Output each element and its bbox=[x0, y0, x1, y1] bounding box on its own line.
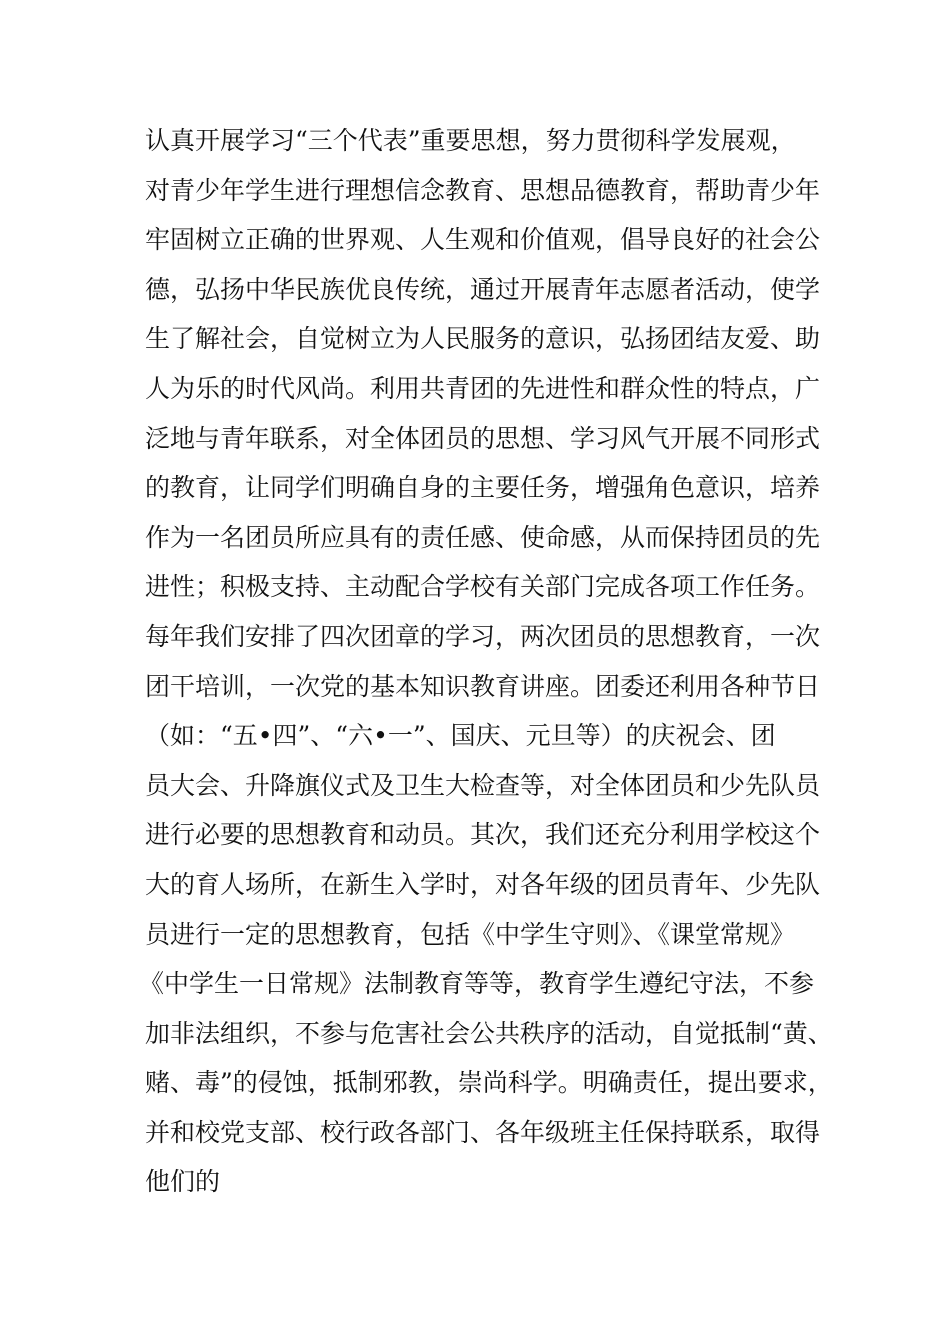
text-line: 每年我们安排了四次团章的学习，两次团员的思想教育，一次 bbox=[145, 621, 821, 651]
text-line: 泛地与青年联系，对全体团员的思想、学习风气开展不同形式 bbox=[145, 423, 821, 453]
text-line: 进行必要的思想教育和动员。其次，我们还充分利用学校这个 bbox=[145, 820, 821, 850]
text-line: 《中学生一日常规》法制教育等等，教育学生遵纪守法，不参 bbox=[139, 969, 815, 999]
body-text bbox=[139, 116, 835, 1207]
text-line: 人为乐的时代风尚。利用共青团的先进性和群众性的特点，广 bbox=[145, 373, 821, 403]
text-line: 对青少年学生进行理想信念教育、思想品德教育，帮助青少年 bbox=[145, 175, 821, 205]
text-line: 团干培训，一次党的基本知识教育讲座。团委还利用各种节日 bbox=[145, 671, 821, 701]
text-line: 员进行一定的思想教育，包括《中学生守则》、《课堂常规》 bbox=[145, 919, 796, 949]
text-line: 进性；积极支持、主动配合学校有关部门完成各项工作任务。 bbox=[145, 572, 821, 602]
text-line: 大的育人场所，在新生入学时，对各年级的团员青年、少先队 bbox=[145, 869, 821, 899]
text-line: 并和校党支部、校行政各部门、各年级班主任保持联系，取得 bbox=[145, 1117, 821, 1147]
text-line: 作为一名团员所应具有的责任感、使命感，从而保持团员的先 bbox=[145, 522, 821, 552]
text-line: 赌、毒”的侵蚀，抵制邪教，崇尚科学。明确责任，提出要求， bbox=[145, 1068, 833, 1098]
text-line: 认真开展学习“三个代表”重要思想，努力贯彻科学发展观， bbox=[145, 126, 796, 155]
text-line: 生了解社会，自觉树立为人民服务的意识，弘扬团结友爱、助 bbox=[145, 324, 821, 354]
text-line: 他们的 bbox=[145, 1167, 221, 1197]
text-line: 员大会、升降旗仪式及卫生大检查等，对全体团员和少先队员 bbox=[145, 770, 821, 800]
text-line: （如：“五•四”、“六•一”、国庆、元旦等）的庆祝会、团 bbox=[145, 721, 776, 751]
text-line: 加非法组织，不参与危害社会公共秩序的活动，自觉抵制“黄、 bbox=[145, 1018, 833, 1048]
text-line: 的教育，让同学们明确自身的主要任务，增强角色意识，培养 bbox=[145, 473, 821, 503]
text-line: 牢固树立正确的世界观、人生观和价值观，倡导良好的社会公 bbox=[145, 225, 821, 255]
text-line: 德，弘扬中华民族优良传统，通过开展青年志愿者活动，使学 bbox=[145, 274, 821, 304]
